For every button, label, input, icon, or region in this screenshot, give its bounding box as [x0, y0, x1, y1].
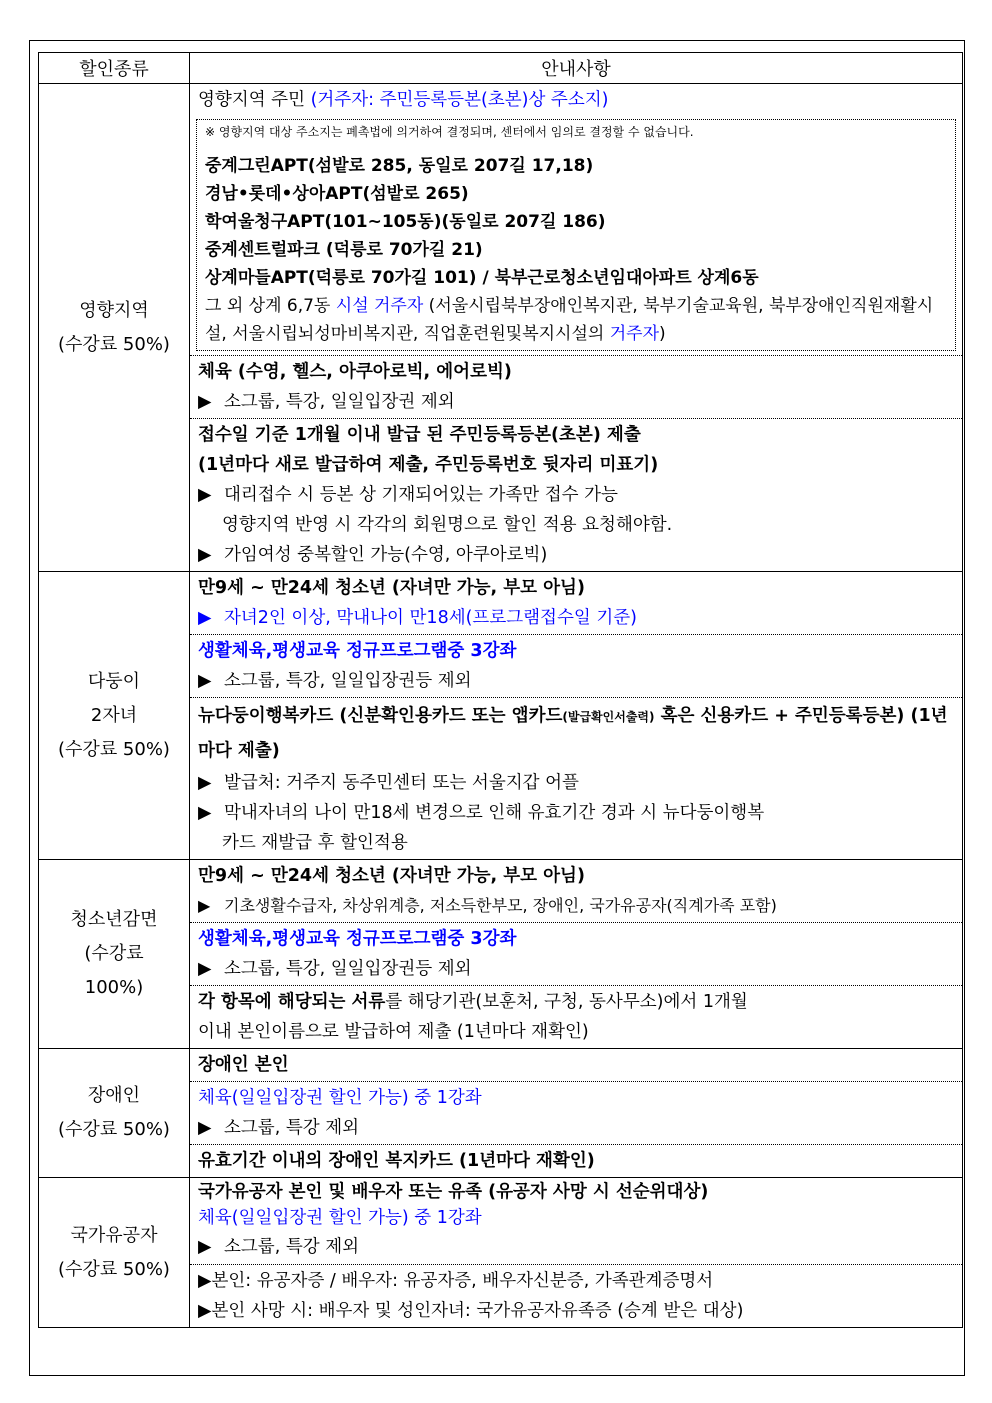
program-line: 체육 (수영, 헬스, 아쿠아로빅, 에어로빅)	[198, 362, 512, 382]
program-line: 체육(일일입장권 할인 가능) 중 1강좌	[198, 1208, 482, 1228]
document-block	[190, 985, 962, 1048]
bullet-icon: ▶	[198, 773, 212, 793]
category-title: 장애인	[87, 1085, 141, 1106]
other-facilities	[205, 292, 949, 348]
document-line: 접수일 기준 1개월 이내 발급 된 주민등록등본(초본) 제출	[198, 425, 641, 445]
bullet-icon: ▶	[198, 959, 212, 979]
address-item: 중계그린APT(섬밭로 285, 동일로 207길 17,18)	[205, 156, 594, 176]
document-line: 이내 본인이름으로 발급하여 제출 (1년마다 재확인)	[198, 1022, 589, 1042]
condition-text: 기초생활수급자, 차상위계층, 저소득한부모, 장애인, 국가유공자(직계가족 포함)	[224, 896, 777, 915]
target-block	[190, 572, 962, 634]
program-line: 생활체육,평생교육 정규프로그램중 3강좌	[198, 641, 517, 661]
header-discount-type: 할인종류	[39, 53, 190, 84]
exclusion-text: 소그룹, 특강, 일일입장권 제외	[224, 392, 455, 412]
address-item: 중계센트럴파크 (덕릉로 70가길 21)	[205, 240, 483, 260]
category-title: 국가유공자	[70, 1224, 158, 1246]
category-disabled	[39, 1049, 190, 1178]
notice-line	[198, 540, 956, 570]
target-block	[190, 860, 962, 922]
document-text: 를 해당기관(보훈처, 구청, 동사무소)에서 1개월	[385, 992, 748, 1012]
condition-line	[198, 891, 956, 921]
notice-continued: 영향지역 반영 시 각각의 회원명으로 할인 적용 요청해야함.	[222, 515, 673, 535]
category-rate: (수강료 50%)	[58, 738, 170, 760]
program-block	[190, 355, 962, 418]
details-affected-area	[190, 84, 963, 572]
row-veteran	[39, 1178, 963, 1328]
document-block	[190, 697, 962, 859]
exclusion-text: 소그룹, 특강 제외	[224, 1237, 360, 1257]
category-title: 2자녀	[90, 704, 138, 726]
details-multi-child	[190, 572, 963, 860]
category-title: 영향지역	[79, 299, 149, 321]
category-rate: (수강료 50%)	[58, 1258, 170, 1280]
target-line: 만9세 ~ 만24세 청소년 (자녀만 가능, 부모 아님)	[198, 578, 585, 598]
exclusion-line	[198, 1231, 956, 1263]
document-line	[198, 987, 956, 1017]
row-multi-child	[39, 572, 963, 860]
row-disabled	[39, 1049, 963, 1178]
program-line: 생활체육,평생교육 정규프로그램중 3강좌	[198, 929, 517, 949]
details-youth	[190, 860, 963, 1049]
category-rate: (수강료 50%)	[58, 333, 170, 355]
address-item: 학여울청구APT(101~105동)(동일로 207길 186)	[205, 212, 606, 232]
other-highlight: 거주자	[609, 324, 660, 344]
target-block	[190, 1178, 962, 1264]
header-guide: 안내사항	[190, 53, 963, 84]
bullet-icon: ▶	[198, 545, 212, 565]
document-line: ▶본인: 유공자증 / 배우자: 유공자증, 배우자신분증, 가족관계증명서	[198, 1271, 714, 1291]
category-title: 청소년감면	[70, 909, 158, 930]
document-line	[198, 699, 956, 768]
address-note: ※ 영향지역 대상 주소지는 폐촉법에 의거하여 결정되며, 센터에서 임의로 결정할 수 없습니다.	[205, 125, 694, 139]
exclusion-line	[198, 1113, 956, 1143]
notice-line	[198, 798, 956, 828]
target-line: 장애인 본인	[198, 1055, 289, 1075]
address-item: 상계마들APT(덕릉로 70가길 101) / 북부근로청소년임대아파트 상계6동	[205, 268, 759, 288]
bullet-icon: ▶	[198, 608, 212, 628]
category-veteran	[39, 1178, 190, 1328]
notice-continued: 카드 재발급 후 할인적용	[222, 833, 408, 853]
document-line: (1년마다 새로 발급하여 제출, 주민등록번호 뒷자리 미표기)	[198, 455, 659, 475]
details-veteran	[190, 1178, 963, 1328]
notice-line	[198, 480, 956, 510]
address-item: 경남•롯데•상아APT(섬밭로 265)	[205, 184, 469, 204]
notice-text: 가임여성 중복할인 가능(수영, 아쿠아로빅)	[224, 545, 548, 565]
other-text: (서울시립북부장애인복지관, 북부기술교육원, 북부장애인직원재활시설, 서울시립뇌성마비복지관, 직업훈련원및복지시설의	[205, 296, 934, 344]
category-rate: (수강료 50%)	[58, 1119, 170, 1140]
exclusion-text: 소그룹, 특강 제외	[224, 1118, 360, 1138]
bullet-icon: ▶	[198, 896, 211, 915]
exclusion-text: 소그룹, 특강, 일일입장권등 제외	[224, 671, 472, 691]
details-disabled	[190, 1049, 963, 1178]
program-block	[190, 1081, 962, 1144]
row-affected-area	[39, 84, 963, 572]
target-line: 국가유공자 본인 및 배우자 또는 유족 (유공자 사망 시 선순위대상)	[198, 1182, 709, 1202]
bullet-icon: ▶	[198, 392, 212, 412]
exclusion-line	[198, 666, 956, 696]
condition-text: 자녀2인 이상, 막내나이 만18세(프로그램접수일 기준)	[224, 608, 637, 628]
residents-label: 영향지역 주민	[198, 90, 311, 110]
other-text: 그 외 상계 6,7동	[205, 296, 336, 316]
exclusion-line	[198, 954, 956, 984]
document-text: 혹은 신용카드 + 주민등록등본) (1년마다 제출)	[198, 706, 948, 761]
category-youth	[39, 860, 190, 1049]
document-block	[190, 1264, 962, 1327]
category-rate: 100%)	[84, 977, 144, 998]
category-rate: (수강료	[84, 943, 144, 964]
exclusion-line	[198, 387, 956, 417]
category-multi-child	[39, 572, 190, 860]
other-highlight: 시설 거주자	[335, 296, 424, 316]
category-title: 다둥이	[87, 670, 141, 692]
document-text: 뉴다둥이행복카드 (신분확인용카드 또는 앱카드	[198, 706, 563, 726]
document-line: ▶본인 사망 시: 배우자 및 성인자녀: 국가유공자유족증 (승계 받은 대상)	[198, 1301, 744, 1321]
document-line: 유효기간 이내의 장애인 복지카드 (1년마다 재확인)	[190, 1144, 962, 1177]
condition-line	[198, 603, 956, 633]
notice-text: 막내자녀의 나이 만18세 변경으로 인해 유효기간 경과 시 뉴다둥이행복	[224, 803, 765, 823]
document-highlight: 각 항목에 해당되는 서류	[198, 992, 386, 1012]
exclusion-text: 소그룹, 특강, 일일입장권등 제외	[224, 959, 472, 979]
bullet-icon: ▶	[198, 1118, 212, 1138]
notice-text: 대리접수 시 등본 상 기재되어있는 가족만 접수 가능	[224, 485, 618, 505]
residents-criteria: (거주자: 주민등록등본(초본)상 주소지)	[310, 90, 609, 110]
other-text: )	[659, 324, 666, 344]
document-small: (발급확인서출력)	[562, 710, 655, 724]
notice-line	[198, 768, 956, 798]
program-block	[190, 922, 962, 985]
document-block	[190, 418, 962, 571]
program-block	[190, 634, 962, 697]
bullet-icon: ▶	[198, 485, 212, 505]
header-row	[39, 53, 963, 84]
notice-text: 발급처: 거주지 동주민센터 또는 서울지갑 어플	[224, 773, 579, 793]
program-line: 체육(일일입장권 할인 가능) 중 1강좌	[198, 1088, 482, 1108]
discount-table	[38, 52, 963, 1328]
category-affected-area	[39, 84, 190, 572]
residents-line	[190, 84, 962, 116]
target-line: 만9세 ~ 만24세 청소년 (자녀만 가능, 부모 아님)	[198, 866, 585, 886]
bullet-icon: ▶	[198, 1237, 212, 1257]
bullet-icon: ▶	[198, 671, 212, 691]
bullet-icon: ▶	[198, 803, 212, 823]
address-box	[196, 119, 956, 351]
row-youth	[39, 860, 963, 1049]
